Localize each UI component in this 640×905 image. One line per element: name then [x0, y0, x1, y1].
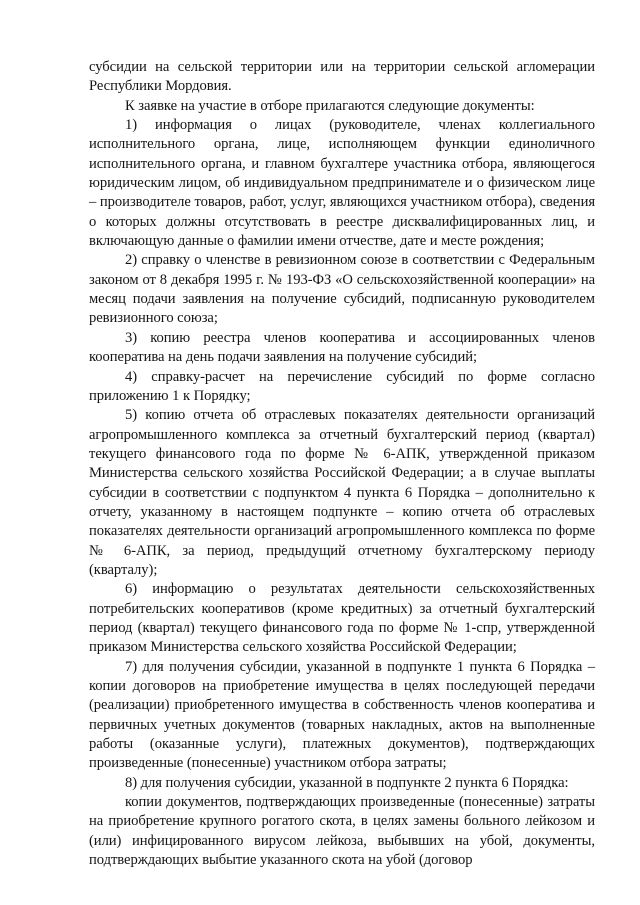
paragraph-item-6: 6) информацию о результатах деятельности сельскохозяйственных потребительских кооперативов (кроме кредитных) за отчетный бухгалтерский период (квартал) текущего финансового года по форме № 1-спр, утвержденной приказом Министерства сельского хозяйства Российской Федерации; [89, 581, 595, 656]
document-body [89, 58, 595, 870]
paragraph-item-5: 5) копию отчета об отраслевых показателях деятельности организаций агропромышленного комплекса за отчетный бухгалтерский период (квартал) текущего финансового года по форме № 6-АПК, утвержденной приказом Министерства сельского хозяйства Российской Федерации; а в случае выплаты субсидии в соответствии с подпунктом 4 пункта 6 Порядка – дополнительно к отчету, указанному в настоящем подпункте – копию отчета об отраслевых показателях деятельности организаций агропромышленного комплекса по форме № 6-АПК, за период, предыдущий отчетному бухгалтерскому периоду (кварталу); [89, 407, 595, 578]
paragraph-item-8-copies: копии документов, подтверждающих произведенные (понесенные) затраты на приобретение крупного рогатого скота, в целях замены больного лейкозом и (или) инфицированного вирусом лейкоза, выбывших на убой, документы, подтверждающих выбытие указанного скота на убой (договор [89, 794, 595, 869]
paragraph-item-1: 1) информация о лицах (руководителе, членах коллегиального исполнительного органа, лице, исполняющем функции единоличного исполнительного органа, и главном бухгалтере участника отбора, являющегося юридическим лицом, об индивидуальном предпринимателе и о физическом лице – производителе товаров, работ, услуг, являющихся участником отбора), сведения о которых должны отсутствовать в реестре дисквалифицированных лиц, и включающую данные о фамилии имени отчестве, дате и месте рождения; [89, 117, 595, 250]
paragraph-item-7: 7) для получения субсидии, указанной в подпункте 1 пункта 6 Порядка – копии договоров на приобретение имущества в целях последующей передачи (реализации) приобретенного имущества в собственность членов кооператива и первичных учетных документов (товарных накладных, актов на выполненные работы (оказанные услуги), платежных документов), подтверждающих произведенные (понесенные) участником отбора затраты; [89, 658, 595, 772]
paragraph-attachments-intro: К заявке на участие в отборе прилагаются следующие документы: [125, 97, 535, 114]
paragraph-item-8: 8) для получения субсидии, указанной в подпункте 2 пункта 6 Порядка: [125, 774, 569, 791]
paragraph-item-3: 3) копию реестра членов кооператива и ассоциированных членов кооператива на день подачи заявления на получение субсидий; [89, 329, 595, 366]
paragraph-continuation: субсидии на сельской территории или на территории сельской агломерации Республики Мордовия. [89, 59, 595, 95]
paragraph-item-2: 2) справку о членстве в ревизионном союзе в соответствии с Федеральным законом от 8 декабря 1995 г. № 193-ФЗ «О сельскохозяйственной кооперации» на месяц подачи заявления на получение субсидий, подписанную руководителем ревизионного союза; [89, 252, 595, 327]
paragraph-item-4: 4) справку-расчет на перечисление субсидий по форме согласно приложению 1 к Порядку; [89, 368, 595, 404]
